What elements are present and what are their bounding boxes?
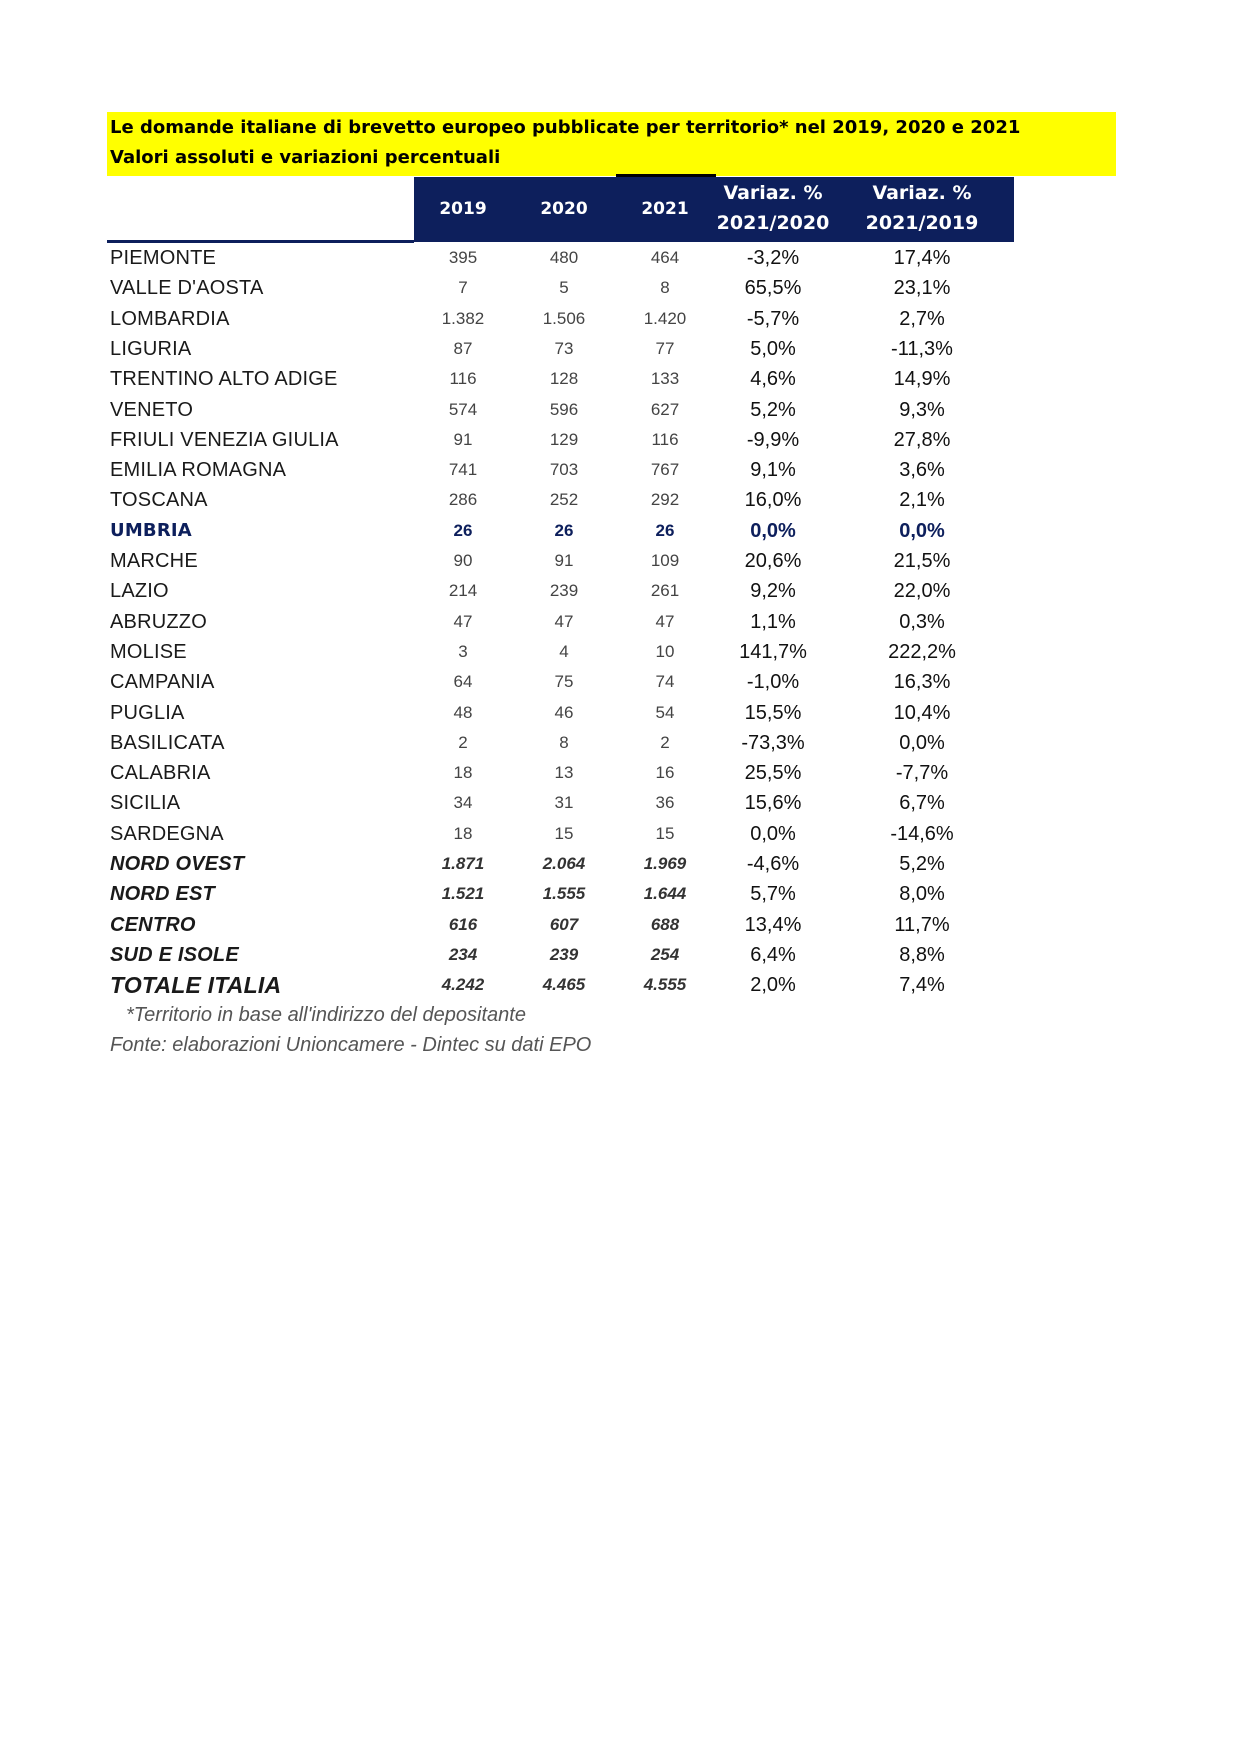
value-2019: 286 xyxy=(448,490,478,510)
table-row xyxy=(0,455,1241,485)
value-2020: 4 xyxy=(559,641,569,661)
value-2020: 13 xyxy=(554,763,574,783)
value-2021: 292 xyxy=(650,490,680,510)
value-2021: 54 xyxy=(655,702,675,722)
variation-2021-2020: 4,6% xyxy=(750,368,796,391)
value-2020: 26 xyxy=(554,520,574,540)
value-2020: 73 xyxy=(554,338,574,358)
variation-2021-2019: 9,3% xyxy=(899,398,945,421)
variation-2021-2020: 16,0% xyxy=(744,489,802,512)
value-2020: 47 xyxy=(554,611,574,631)
variation-2021-2020: 9,2% xyxy=(750,580,796,603)
variation-2021-2019: 8,0% xyxy=(899,883,945,906)
region-name: TRENTINO ALTO ADIGE xyxy=(110,368,338,391)
variation-2021-2019: 16,3% xyxy=(893,671,951,694)
region-name: MARCHE xyxy=(110,550,198,572)
variation-2021-2019: 222,2% xyxy=(888,640,956,663)
table-row xyxy=(0,485,1241,515)
value-2019: 91 xyxy=(453,429,473,449)
value-2020: 2.064 xyxy=(542,854,586,873)
value-2019: 26 xyxy=(453,520,473,540)
variation-2021-2020: 5,2% xyxy=(750,398,796,421)
column-header-variation-period: 2021/2019 xyxy=(865,212,979,234)
value-2019: 64 xyxy=(453,672,473,692)
value-2021: 47 xyxy=(655,611,675,631)
variation-2021-2019: 11,7% xyxy=(894,913,950,936)
value-2020: 8 xyxy=(559,732,569,752)
region-name: SUD E ISOLE xyxy=(110,943,239,966)
table-row xyxy=(0,698,1241,728)
variation-2021-2019: 0,3% xyxy=(899,610,945,633)
header-divider xyxy=(616,174,716,177)
variation-2021-2019: 3,6% xyxy=(899,459,945,482)
region-name: CAMPANIA xyxy=(110,671,215,694)
region-name: VALLE D'AOSTA xyxy=(110,277,264,300)
table-row xyxy=(0,758,1241,788)
column-header-variation-2021-2020 xyxy=(703,178,843,238)
table-row xyxy=(0,637,1241,667)
value-2021: 464 xyxy=(650,248,680,267)
variation-2021-2019: 6,7% xyxy=(899,792,945,815)
value-2021: 36 xyxy=(655,793,675,813)
region-name: BASILICATA xyxy=(110,731,225,754)
value-2019: 34 xyxy=(453,793,473,813)
value-2021: 77 xyxy=(655,338,675,358)
value-2020: 252 xyxy=(549,490,579,510)
region-name: TOSCANA xyxy=(110,489,208,512)
value-2021: 10 xyxy=(655,641,675,661)
value-2019: 4.242 xyxy=(441,975,485,995)
column-header-2021: 2021 xyxy=(641,199,689,219)
value-2019: 48 xyxy=(453,702,473,722)
value-2021: 1.420 xyxy=(643,308,687,328)
territory-note: *Territorio in base all'indirizzo del depositante xyxy=(126,1004,526,1026)
table-row xyxy=(0,970,1241,1000)
value-2021: 16 xyxy=(655,763,675,783)
variation-2021-2020: 20,6% xyxy=(744,550,802,572)
value-2020: 129 xyxy=(549,429,579,449)
table-subtitle: Valori assoluti e variazioni percentuali xyxy=(110,147,501,168)
region-name: NORD OVEST xyxy=(110,853,245,875)
table-row xyxy=(0,546,1241,576)
value-2019: 1.871 xyxy=(441,854,485,873)
value-2021: 688 xyxy=(650,914,680,934)
column-header-variation-label: Variaz. % xyxy=(723,182,823,204)
table-row xyxy=(0,395,1241,425)
value-2021: 109 xyxy=(650,551,680,570)
value-2019: 741 xyxy=(448,460,478,480)
region-name: FRIULI VENEZIA GIULIA xyxy=(110,428,339,451)
variation-2021-2019: 14,9% xyxy=(893,368,951,391)
region-name: UMBRIA xyxy=(110,519,192,541)
region-name: MOLISE xyxy=(110,640,187,663)
variation-2021-2019: 0,0% xyxy=(899,519,945,542)
value-2020: 128 xyxy=(549,369,579,389)
table-row xyxy=(0,607,1241,637)
value-2019: 616 xyxy=(448,914,478,934)
value-2019: 90 xyxy=(453,551,473,570)
variation-2021-2019: -7,7% xyxy=(895,762,949,785)
table-row xyxy=(0,940,1241,970)
region-name: LOMBARDIA xyxy=(110,307,230,330)
variation-2021-2020: -3,2% xyxy=(746,247,800,269)
table-row xyxy=(0,516,1241,546)
variation-2021-2019: 27,8% xyxy=(893,428,951,451)
value-2020: 5 xyxy=(559,278,569,298)
table-row xyxy=(0,425,1241,455)
value-2020: 596 xyxy=(549,399,579,419)
value-2019: 1.382 xyxy=(441,308,485,328)
value-2019: 234 xyxy=(448,944,478,964)
value-2019: 3 xyxy=(458,641,468,661)
table-row xyxy=(0,364,1241,394)
variation-2021-2020: 6,4% xyxy=(750,943,796,966)
value-2021: 1.969 xyxy=(643,854,687,873)
value-2021: 26 xyxy=(655,520,675,540)
variation-2021-2020: 15,6% xyxy=(744,792,802,815)
variation-2021-2020: -9,9% xyxy=(746,428,800,451)
value-2021: 8 xyxy=(660,278,670,298)
value-2021: 15 xyxy=(655,823,675,843)
column-header-variation-label: Variaz. % xyxy=(872,182,972,204)
value-2019: 116 xyxy=(449,369,477,389)
table-row xyxy=(0,243,1241,273)
region-name: TOTALE ITALIA xyxy=(110,972,282,999)
region-name: PIEMONTE xyxy=(110,247,217,269)
value-2019: 7 xyxy=(458,278,468,298)
value-2020: 480 xyxy=(549,248,579,267)
variation-2021-2020: -4,6% xyxy=(746,853,800,875)
variation-2021-2019: 7,4% xyxy=(899,974,945,997)
value-2021: 767 xyxy=(650,460,680,480)
table-row xyxy=(0,304,1241,334)
variation-2021-2020: 5,7% xyxy=(750,883,796,906)
region-name: LAZIO xyxy=(110,580,169,603)
variation-2021-2019: 0,0% xyxy=(899,731,945,754)
value-2020: 607 xyxy=(549,914,579,934)
table-row xyxy=(0,334,1241,364)
variation-2021-2020: 9,1% xyxy=(750,459,796,482)
region-name: EMILIA ROMAGNA xyxy=(110,459,287,482)
value-2020: 31 xyxy=(554,793,574,813)
variation-2021-2019: -11,3% xyxy=(891,337,953,360)
variation-2021-2020: -5,7% xyxy=(746,307,800,330)
variation-2021-2020: 5,0% xyxy=(750,337,796,360)
region-name: SARDEGNA xyxy=(110,822,224,845)
region-name: ABRUZZO xyxy=(110,610,207,633)
variation-2021-2019: 2,1% xyxy=(899,489,945,512)
variation-2021-2019: 10,4% xyxy=(893,701,951,724)
column-header-variation-period: 2021/2020 xyxy=(716,212,830,234)
variation-2021-2019: 2,7% xyxy=(899,307,945,330)
variation-2021-2020: 25,5% xyxy=(744,762,802,785)
value-2021: 116 xyxy=(651,429,679,449)
region-name: CENTRO xyxy=(110,913,196,936)
region-name: PUGLIA xyxy=(110,701,185,724)
table-row xyxy=(0,849,1241,879)
table-row xyxy=(0,728,1241,758)
variation-2021-2019: 5,2% xyxy=(899,853,945,875)
value-2019: 574 xyxy=(448,399,478,419)
value-2020: 239 xyxy=(549,581,579,601)
value-2020: 91 xyxy=(554,551,574,570)
value-2019: 18 xyxy=(453,763,473,783)
value-2020: 1.555 xyxy=(542,884,586,904)
value-2020: 239 xyxy=(549,944,579,964)
table-row xyxy=(0,879,1241,909)
table-row xyxy=(0,819,1241,849)
value-2021: 4.555 xyxy=(643,975,687,995)
variation-2021-2020: 2,0% xyxy=(750,974,796,997)
value-2019: 18 xyxy=(453,823,473,843)
variation-2021-2020: -1,0% xyxy=(746,671,800,694)
value-2019: 47 xyxy=(453,611,473,631)
value-2019: 1.521 xyxy=(441,884,485,904)
value-2020: 1.506 xyxy=(542,308,586,328)
value-2019: 214 xyxy=(448,581,478,601)
variation-2021-2020: 0,0% xyxy=(750,822,796,845)
region-name: SICILIA xyxy=(110,792,181,815)
value-2020: 703 xyxy=(549,460,579,480)
variation-2021-2019: 17,4% xyxy=(893,247,951,269)
table-row xyxy=(0,788,1241,818)
table-title: Le domande italiane di brevetto europeo pubblicate per territorio* nel 2019, 2020 e 2021 xyxy=(110,117,1021,138)
table-row xyxy=(0,910,1241,940)
variation-2021-2019: -14,6% xyxy=(890,822,954,845)
value-2021: 2 xyxy=(660,732,670,752)
table-row xyxy=(0,273,1241,303)
region-name: VENETO xyxy=(110,398,194,421)
value-2021: 1.644 xyxy=(643,884,687,904)
value-2021: 261 xyxy=(650,581,680,601)
variation-2021-2019: 8,8% xyxy=(899,943,945,966)
column-header-2020: 2020 xyxy=(540,199,588,219)
value-2021: 254 xyxy=(650,944,680,964)
value-2020: 15 xyxy=(554,823,574,843)
region-name: CALABRIA xyxy=(110,762,211,785)
column-header-variation-2021-2019 xyxy=(852,178,992,238)
value-2019: 395 xyxy=(448,248,478,267)
value-2020: 46 xyxy=(554,702,574,722)
variation-2021-2020: 0,0% xyxy=(750,519,796,542)
value-2019: 87 xyxy=(453,338,473,358)
value-2020: 75 xyxy=(554,672,574,692)
column-header-2019: 2019 xyxy=(439,199,487,219)
variation-2021-2020: 13,4% xyxy=(744,913,802,936)
table-row xyxy=(0,576,1241,606)
value-2021: 74 xyxy=(655,672,675,692)
table-row xyxy=(0,667,1241,697)
variation-2021-2019: 23,1% xyxy=(893,277,951,300)
variation-2021-2020: -73,3% xyxy=(741,731,805,754)
variation-2021-2020: 1,1% xyxy=(750,610,796,633)
value-2020: 4.465 xyxy=(542,975,586,995)
variation-2021-2020: 141,7% xyxy=(739,640,807,663)
source-note: Fonte: elaborazioni Unioncamere - Dintec su dati EPO xyxy=(110,1034,592,1056)
region-name: LIGURIA xyxy=(110,337,192,360)
value-2021: 133 xyxy=(650,369,680,389)
variation-2021-2020: 65,5% xyxy=(744,277,802,300)
region-name: NORD EST xyxy=(110,883,215,906)
variation-2021-2019: 21,5% xyxy=(893,550,951,572)
variation-2021-2019: 22,0% xyxy=(893,580,951,603)
value-2019: 2 xyxy=(458,732,468,752)
value-2021: 627 xyxy=(650,399,680,419)
variation-2021-2020: 15,5% xyxy=(744,701,802,724)
